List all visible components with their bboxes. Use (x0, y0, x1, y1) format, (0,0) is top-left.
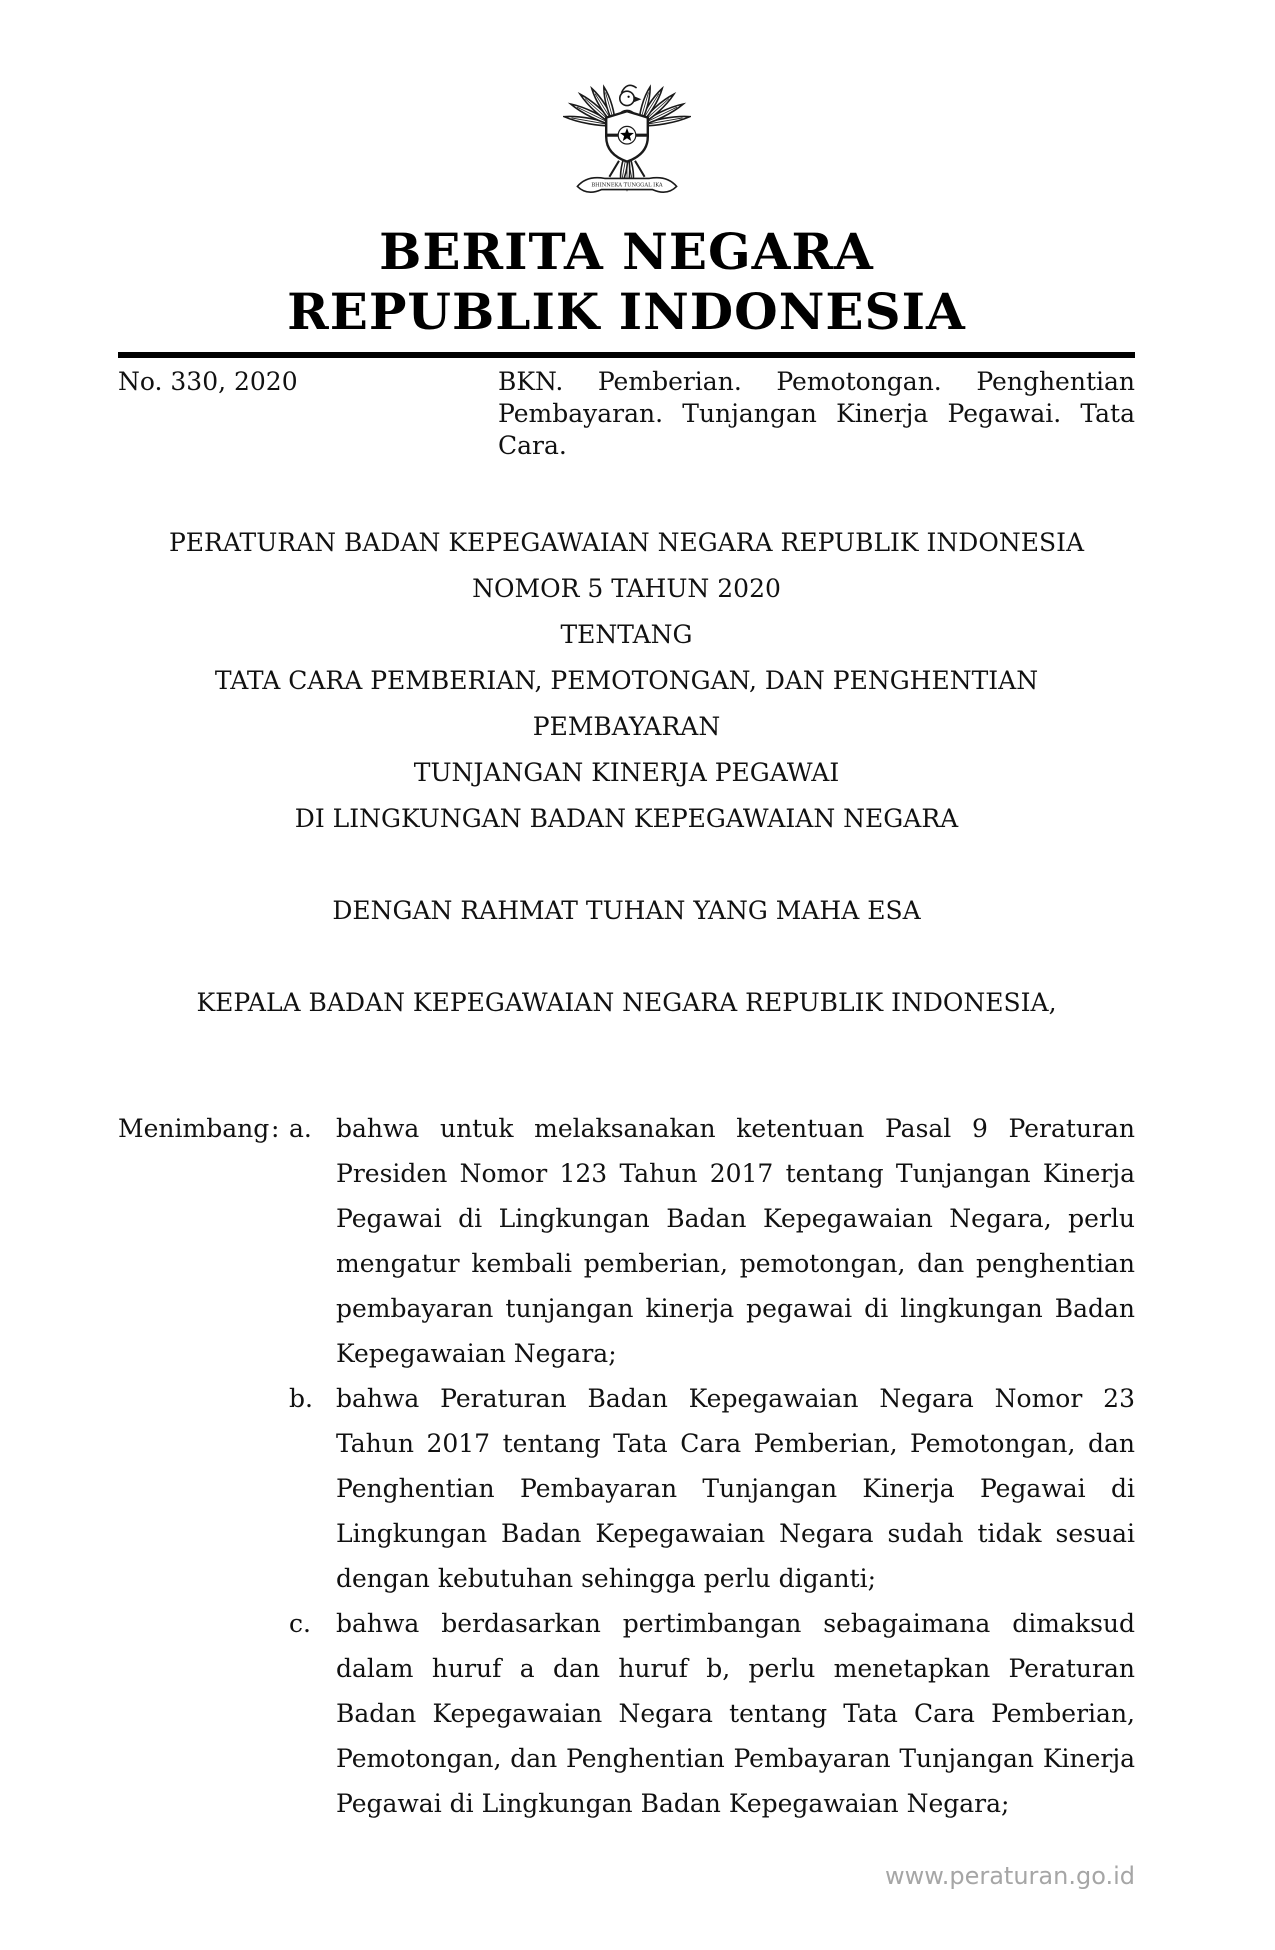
official-title-line: KEPALA BADAN KEPEGAWAIAN NEGARA REPUBLIK INDONESIA, (196, 988, 1057, 1017)
considering-label-spacer (118, 1601, 271, 1826)
considering-separator-spacer (271, 1376, 289, 1601)
considering-separator-spacer (271, 1601, 289, 1826)
considering-separator: : (271, 1114, 280, 1143)
garuda-pancasila-icon (563, 52, 691, 212)
considering-label: Menimbang (118, 1114, 270, 1143)
considering-item-a (118, 1106, 1135, 1376)
considering-label-spacer (118, 1376, 271, 1601)
title-line-5: TUNJANGAN KINERJA PEGAWAI (413, 758, 840, 787)
title-line-2: NOMOR 5 TAHUN 2020 (472, 574, 781, 603)
title-line-4: TATA CARA PEMBERIAN, PEMOTONGAN, DAN PENGHENTIAN PEMBAYARAN (214, 666, 1039, 741)
item-letter-a: a. (289, 1114, 312, 1143)
considering-item-b (118, 1376, 1135, 1601)
item-letter-b: b. (289, 1384, 313, 1413)
masthead-line2: REPUBLIK INDONESIA (287, 282, 966, 341)
considering-item-c (118, 1601, 1135, 1826)
gazette-number: No. 330, 2020 (118, 367, 298, 396)
gazette-header-row (118, 366, 1135, 462)
title-line-6: DI LINGKUNGAN BADAN KEPEGAWAIAN NEGARA (294, 804, 959, 833)
source-url: www.peraturan.go.id (885, 1862, 1135, 1890)
item-text-b: bahwa Peraturan Badan Kepegawaian Negara Nomor 23 Tahun 2017 tentang Tata Cara Pemberian, Pemotongan, dan Penghentian Pembayaran Tunjangan Kinerja Pegawai di Lingkungan Badan Kepegawaian Negara sudah tidak sesuai dengan kebutuhan sehingga perlu diganti; (336, 1384, 1135, 1593)
item-text-a: bahwa untuk melaksanakan ketentuan Pasal 9 Peraturan Presiden Nomor 123 Tahun 2017 tentang Tunjangan Kinerja Pegawai di Lingkungan Badan Kepegawaian Negara, perlu mengatur kembali pemberian, pemotongan, dan penghentian pembayaran tunjangan kinerja pegawai di lingkungan Badan Kepegawaian Negara; (336, 1114, 1135, 1368)
considering-section (118, 1106, 1135, 1826)
title-line-1: PERATURAN BADAN KEPEGAWAIAN NEGARA REPUBLIK INDONESIA (168, 528, 1085, 557)
title-line-3: TENTANG (560, 620, 693, 649)
emblem-container (118, 52, 1135, 212)
invocation-line: DENGAN RAHMAT TUHAN YANG MAHA ESA (332, 896, 921, 925)
emblem-motto-text: BHINNEKA TUNGGAL IKA (590, 182, 663, 189)
masthead-line1: BERITA NEGARA (379, 222, 874, 281)
regulation-title-block (118, 520, 1135, 842)
gazette-subject: BKN. Pemberian. Pemotongan. Penghentian Pembayaran. Tunjangan Kinerja Pegawai. Tata Cara. (498, 367, 1135, 460)
masthead (118, 222, 1135, 342)
item-letter-c: c. (289, 1609, 311, 1638)
item-text-c: bahwa berdasarkan pertimbangan sebagaimana dimaksud dalam huruf a dan huruf b, perlu menetapkan Peraturan Badan Kepegawaian Negara tentang Tata Cara Pemberian, Pemotongan, dan Penghentian Pembayaran Tunjangan Kinerja Pegawai di Lingkungan Badan Kepegawaian Negara; (336, 1609, 1135, 1818)
masthead-divider (118, 352, 1135, 358)
